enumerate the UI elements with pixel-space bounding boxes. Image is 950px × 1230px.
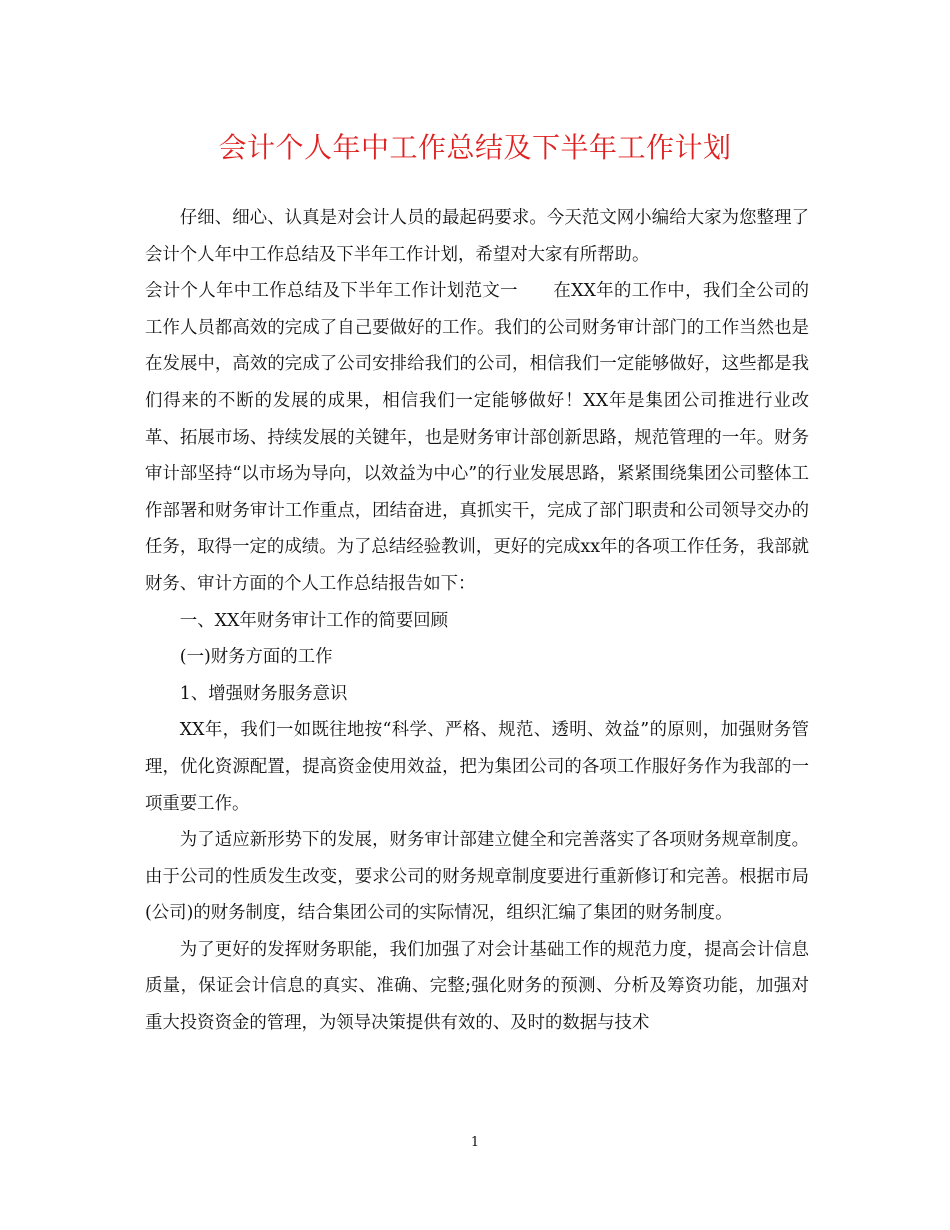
paragraph-intro: 仔细、细心、认真是对会计人员的最起码要求。今天范文网小编给大家为您整理了会计个人年中工作总结及下半年工作计划，希望对大家有所帮助。 (145, 208, 809, 265)
paragraph-accounting-basics: 为了更好的发挥财务职能，我们加强了对会计基础工作的规范力度，提高会计信息质量，保证会计信息的真实、准确、完整;强化财务的预测、分析及筹资功能，加强对重大投资资金的管理，为领导决策提供有效的、及时的数据与技术 (145, 939, 809, 1034)
document-body (145, 200, 809, 1042)
paragraph-regulations: 为了适应新形势下的发展，财务审计部建立健全和完善落实了各项财务规章制度。由于公司的性质发生改变，要求公司的财务规章制度要进行重新修订和完善。根据市局(公司)的财务制度，结合集团公司的实际情况，组织汇编了集团的财务制度。 (145, 830, 809, 924)
subsection-heading-finance: (一)财务方面的工作 (179, 647, 333, 668)
paragraph-principles: XX年，我们一如既往地按“科学、严格、规范、透明、效益”的原则，加强财务管理，优化资源配置，提高资金使用效益，把为集团公司的各项工作服好务作为我部的一项重要工作。 (145, 720, 809, 814)
item-heading-service: 1、增强财务服务意识 (179, 683, 348, 704)
paragraph-sample-one: 会计个人年中工作总结及下半年工作计划范文一 在XX年的工作中，我们全公司的工作人员都高效的完成了自己要做好的工作。我们的公司财务审计部门的工作当然也是在发展中，高效的完成了公司安排给我们的公司，相信我们一定能够做好，这些都是我们得来的不断的发展的成果，相信我们一定能够做好！XX年是集团公司推进行业改革、拓展市场、持续发展的关键年，也是财务审计部创新思路，规范管理的一年。财务审计部坚持“以市场为导向，以效益为中心”的行业发展思路，紧紧围绕集团公司整体工作部署和财务审计工作重点，团结奋进，真抓实干，完成了部门职责和公司领导交办的任务，取得一定的成绩。为了总结经验教训，更好的完成xx年的各项工作任务，我部就财务、审计方面的个人工作总结报告如下： (145, 281, 809, 594)
document-title: 会计个人年中工作总结及下半年工作计划 (218, 131, 732, 164)
section-heading-review: 一、XX年财务审计工作的简要回顾 (179, 610, 449, 631)
page-number: 1 (470, 1135, 480, 1150)
